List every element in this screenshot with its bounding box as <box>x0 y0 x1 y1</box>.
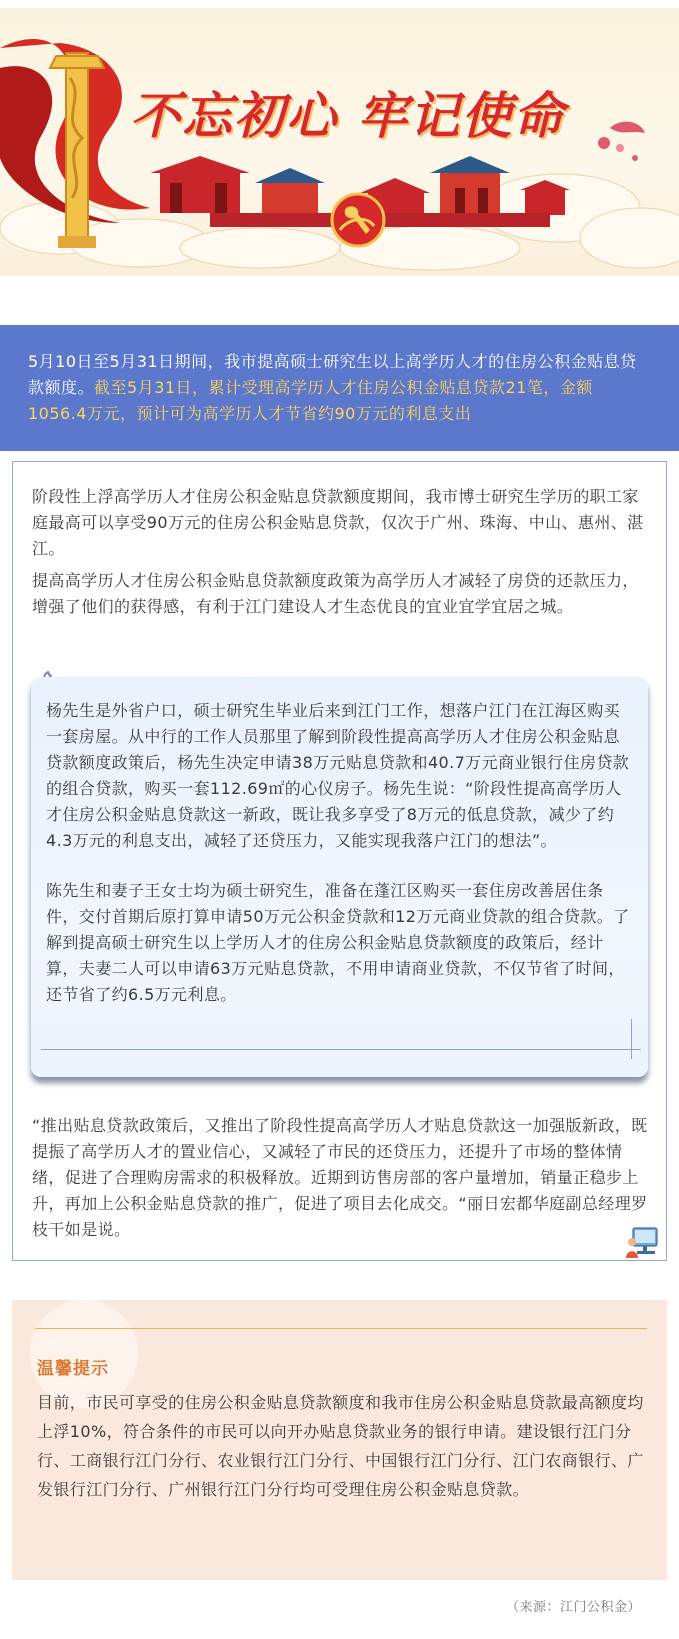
source-credit: （来源：江门公积金） <box>505 1600 641 1615</box>
tips-section <box>12 1300 667 1580</box>
article-quote: “推出贴息贷款政策后，又推出了阶段性提高高学历人才贴息贷款这一加强版新政，既提振了高学历人才的置业信心，又减轻了市民的还贷压力，还提升了市场的整体情绪，促进了合理购房需求的积极释放。近期到访售房部的客户量增加，销量正稳步上升，再加上公积金贴息贷款的推广，促进了项目去化成交。“丽日宏都华庭副总经理罗枝干如是说。 <box>32 1116 648 1239</box>
card-divider <box>41 1049 641 1050</box>
article-paragraph: 阶段性上浮高学历人才住房公积金贴息贷款额度期间，我市博士研究生学历的职工家庭最高可以享受90万元的住房公积金贴息贷款，仅次于广州、珠海、中山、惠州、湛江。 <box>32 487 644 558</box>
tips-divider <box>35 1328 647 1329</box>
story-card <box>31 677 648 1077</box>
story-paragraph: 陈先生和妻子王女士均为硕士研究生，准备在蓬江区购买一套住房改善居住条件，交付首期后原打算申请50万元公积金贷款和12万元商业贷款的组合贷款。了解到提高硕士研究生以上学历人才的住房公积金贴息贷款额度的政策后，经计算，夫妻二人可以申请63万元贴息贷款，不用申请商业贷款，不仅节省了时间，还节省了约6.5万元利息。 <box>46 881 630 1004</box>
party-emblem-icon <box>332 194 384 246</box>
computer-user-icon <box>625 1225 659 1259</box>
intro-text: 5月10日至5月31日期间，我市提高硕士研究生以上高学历人才的住房公积金贴息贷款额度。 <box>28 352 637 397</box>
article-paragraph: 提高高学历人才住房公积金贴息贷款额度政策为高学历人才减轻了房贷的还款压力，增强了他们的获得感，有利于江门建设人才生态优良的宜业宜学宜居之城。 <box>32 571 639 616</box>
header-banner <box>0 8 679 276</box>
tips-title: 温馨提示 <box>37 1359 109 1379</box>
intro-highlight-text: 截至5月31日，累计受理高学历人才住房公积金贴息贷款21笔，金额1056.4万元，预计可为高学历人才节省约90万元的利息支出 <box>28 378 593 423</box>
tips-body: 目前，市民可享受的住房公积金贴息贷款额度和我市住房公积金贴息贷款最高额度均上浮10%，符合条件的市民可以向开办贴息贷款业务的银行申请。建设银行江门分行、工商银行江门分行、农业银行江门分行、中国银行江门分行、江门农商银行、广发银行江门分行、广州银行江门分行均可受理住房公积金贴息贷款。 <box>37 1393 644 1499</box>
intro-summary <box>0 325 679 451</box>
banner-slogan: 不忘初心 牢记使命 <box>130 86 566 145</box>
card-divider <box>631 1019 632 1059</box>
story-paragraph: 杨先生是外省户口，硕士研究生毕业后来到江门工作，想落户江门在江海区购买一套房屋。从中行的工作人员那里了解到阶段性提高高学历人才住房公积金贴息贷款额度政策后，杨先生决定申请38万元贴息贷款和40.7万元商业银行住房贷款的组合贷款，购买一套112.69㎡的心仪房子。杨先生说：“阶段性提高高学历人才住房公积金贴息贷款这一新政，既让我多享受了8万元的低息贷款，减少了约4.3万元的利息支出，减轻了还贷压力，又能实现我落户江门的想法”。 <box>46 701 630 850</box>
